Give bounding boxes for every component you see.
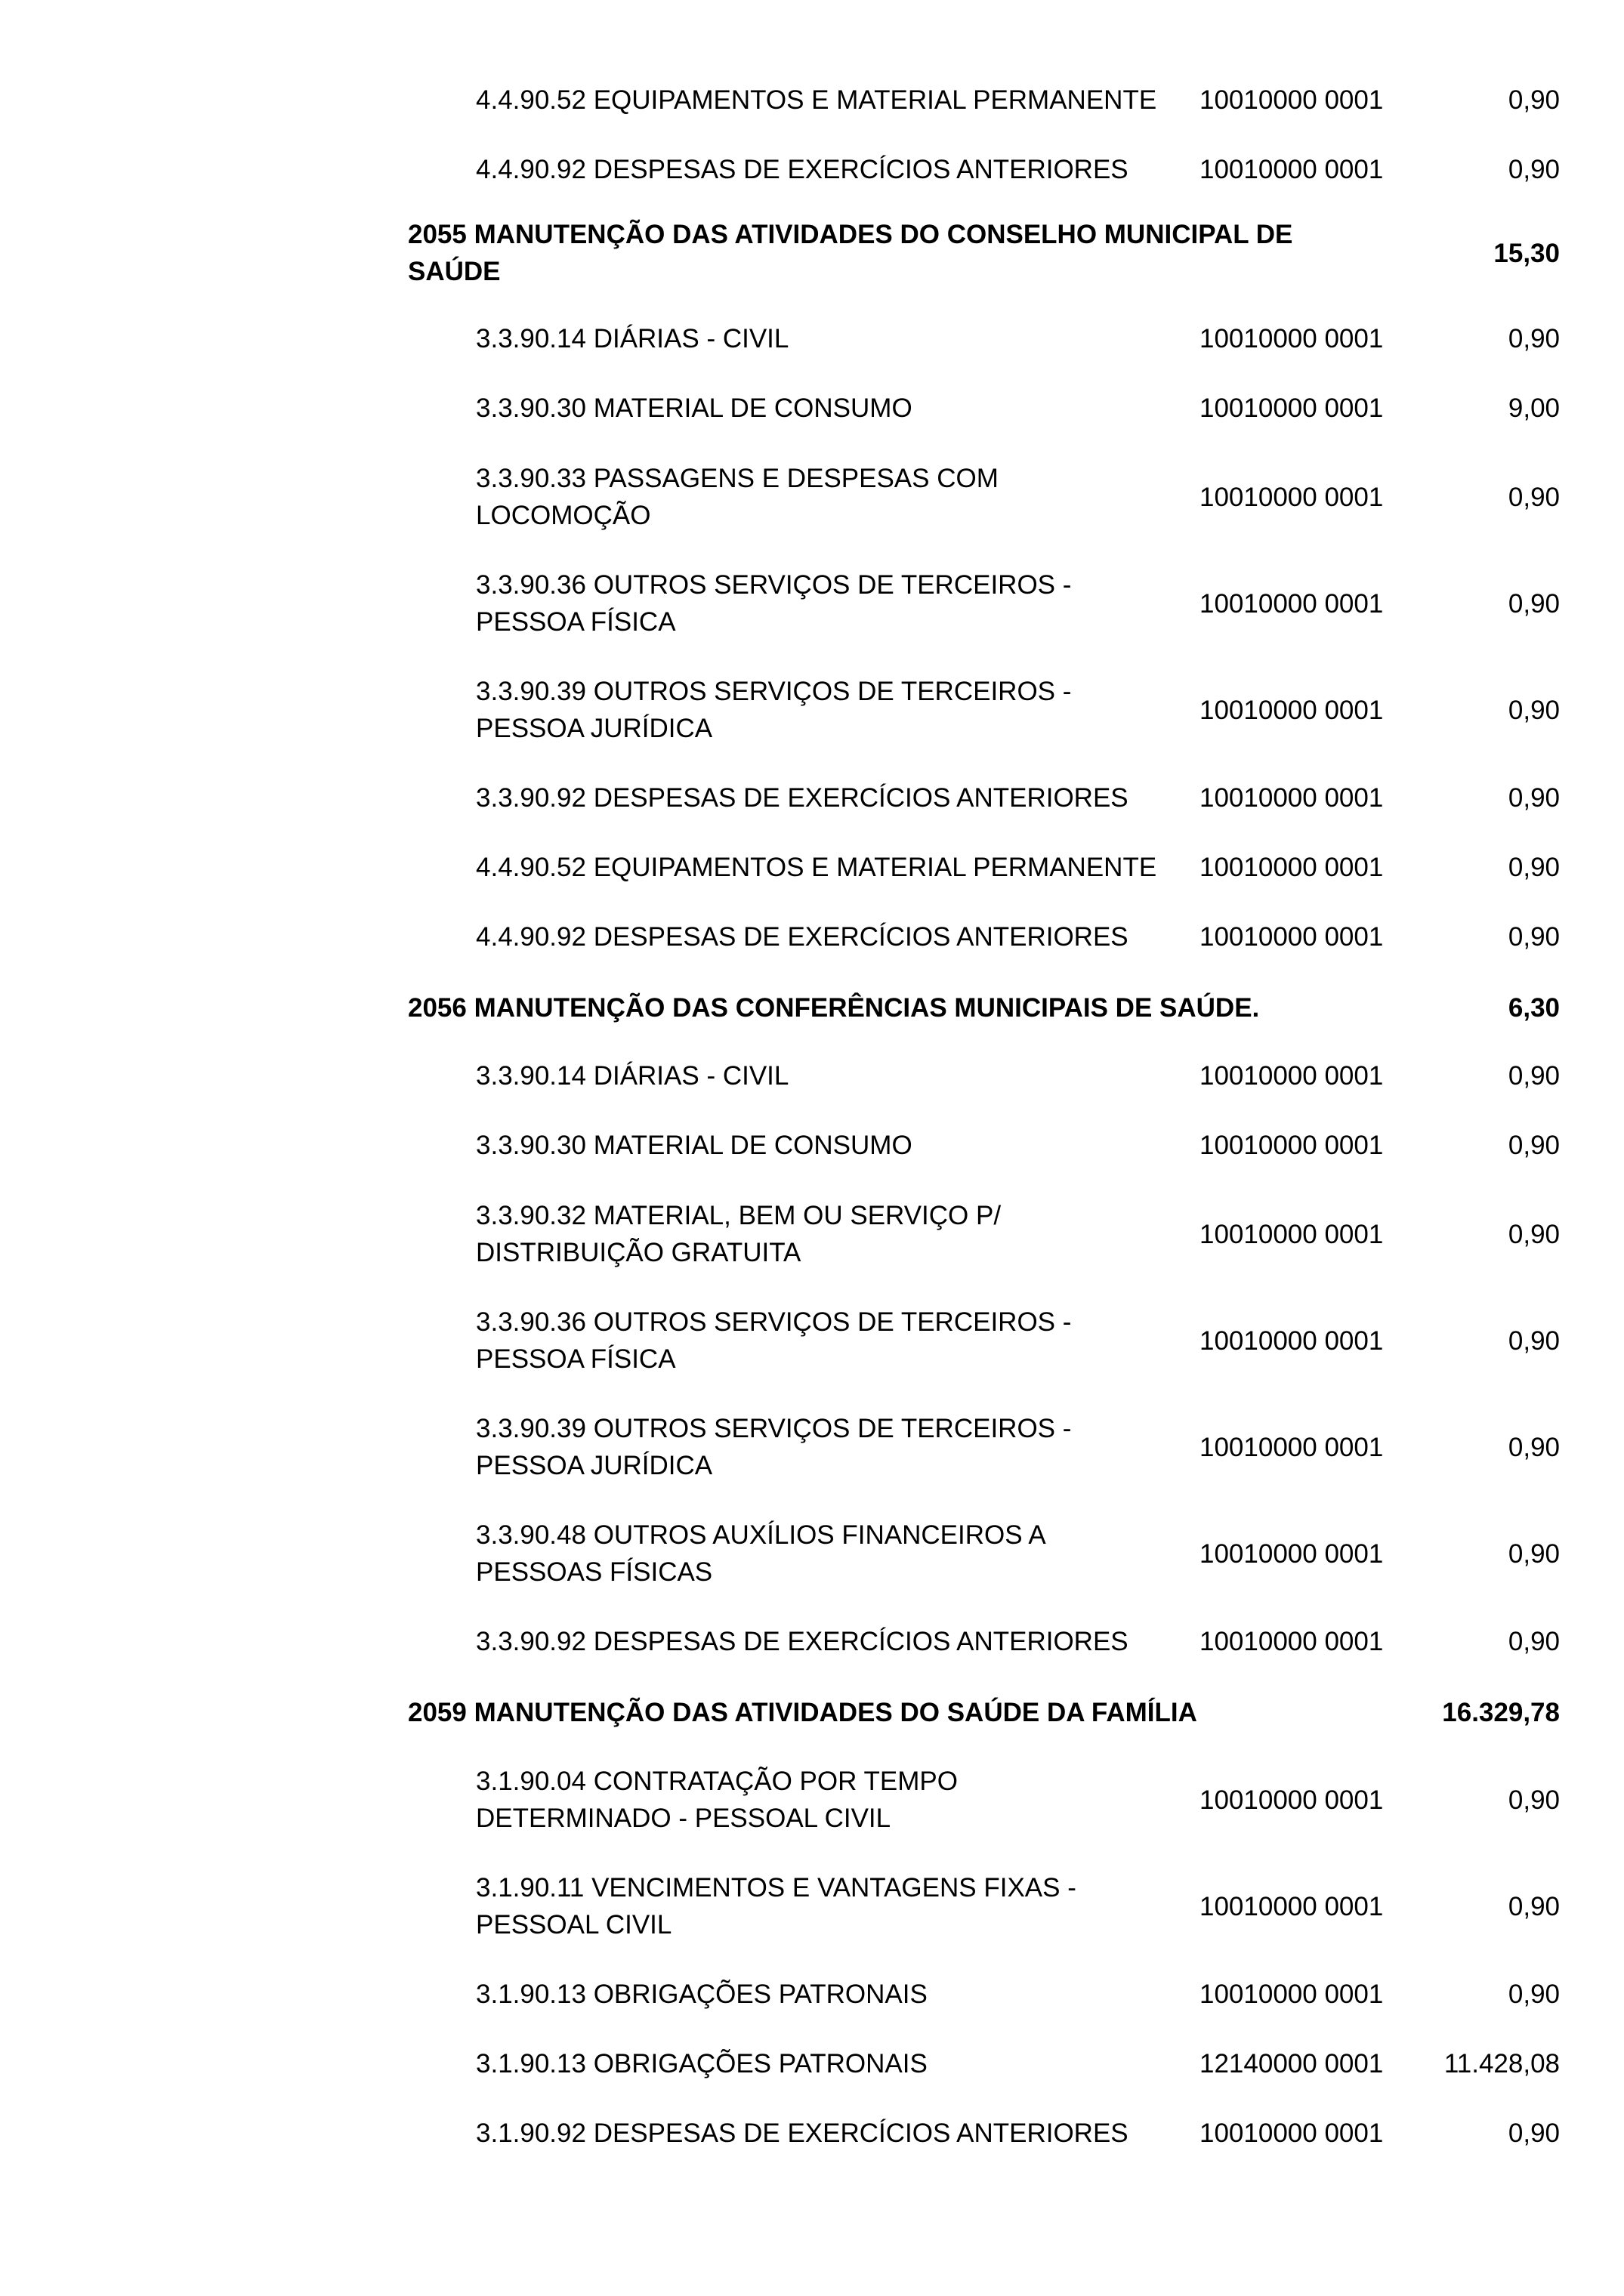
expense-source-code: 10010000 0001 bbox=[1199, 1785, 1384, 1815]
expense-description: 3.3.90.30 MATERIAL DE CONSUMO bbox=[476, 393, 912, 423]
expense-source-code: 10010000 0001 bbox=[1199, 1892, 1384, 1921]
expense-value: 0,90 bbox=[1508, 85, 1560, 115]
expense-value: 0,90 bbox=[1508, 696, 1560, 725]
expense-description: 3.1.90.04 CONTRATAÇÃO POR TEMPO DETERMINADO - PESSOAL CIVIL bbox=[476, 1767, 958, 1833]
expense-source-code: 10010000 0001 bbox=[1199, 922, 1384, 952]
expense-value: 0,90 bbox=[1508, 853, 1560, 882]
expense-value: 0,90 bbox=[1508, 1433, 1560, 1462]
expense-source-code: 10010000 0001 bbox=[1199, 853, 1384, 882]
expense-value: 0,90 bbox=[1508, 1892, 1560, 1921]
expense-source-code: 12140000 0001 bbox=[1199, 2049, 1384, 2078]
expense-value: 0,90 bbox=[1508, 1220, 1560, 1249]
expense-description: 3.1.90.11 VENCIMENTOS E VANTAGENS FIXAS - PESSOAL CIVIL bbox=[476, 1873, 1076, 1940]
expense-source-code: 10010000 0001 bbox=[1199, 85, 1384, 115]
group-title: 2056 MANUTENÇÃO DAS CONFERÊNCIAS MUNICIPAIS DE SAÚDE. bbox=[408, 993, 1260, 1023]
expense-source-code: 10010000 0001 bbox=[1199, 155, 1384, 184]
expense-description: 3.3.90.92 DESPESAS DE EXERCÍCIOS ANTERIORES bbox=[476, 1627, 1128, 1656]
expense-description: 3.3.90.36 OUTROS SERVIÇOS DE TERCEIROS - PESSOA FÍSICA bbox=[476, 1307, 1072, 1374]
expense-value: 9,00 bbox=[1508, 393, 1560, 423]
expense-description: 3.3.90.92 DESPESAS DE EXERCÍCIOS ANTERIORES bbox=[476, 783, 1128, 813]
expense-description: 3.1.90.13 OBRIGAÇÕES PATRONAIS bbox=[476, 2049, 928, 2078]
expense-description: 3.3.90.39 OUTROS SERVIÇOS DE TERCEIROS - PESSOA JURÍDICA bbox=[476, 1414, 1072, 1480]
expense-source-code: 10010000 0001 bbox=[1199, 589, 1384, 619]
expense-description: 4.4.90.92 DESPESAS DE EXERCÍCIOS ANTERIORES bbox=[476, 155, 1128, 184]
expense-value: 0,90 bbox=[1508, 922, 1560, 952]
expense-description: 3.1.90.13 OBRIGAÇÕES PATRONAIS bbox=[476, 1980, 928, 2009]
expense-source-code: 10010000 0001 bbox=[1199, 1539, 1384, 1569]
expense-value: 0,90 bbox=[1508, 1131, 1560, 1160]
expense-description: 4.4.90.52 EQUIPAMENTOS E MATERIAL PERMANENTE bbox=[476, 85, 1157, 115]
expense-description: 4.4.90.92 DESPESAS DE EXERCÍCIOS ANTERIORES bbox=[476, 922, 1128, 952]
expense-description: 3.3.90.48 OUTROS AUXÍLIOS FINANCEIROS A PESSOAS FÍSICAS bbox=[476, 1520, 1046, 1587]
expense-value: 0,90 bbox=[1508, 1627, 1560, 1656]
expense-value: 0,90 bbox=[1508, 1539, 1560, 1569]
expense-description: 3.3.90.14 DIÁRIAS - CIVIL bbox=[476, 1061, 789, 1091]
expense-value: 0,90 bbox=[1508, 155, 1560, 184]
expense-description: 3.3.90.14 DIÁRIAS - CIVIL bbox=[476, 324, 789, 353]
group-total: 6,30 bbox=[1508, 993, 1560, 1023]
expense-value: 0,90 bbox=[1508, 324, 1560, 353]
expense-source-code: 10010000 0001 bbox=[1199, 783, 1384, 813]
expense-description: 3.3.90.30 MATERIAL DE CONSUMO bbox=[476, 1131, 912, 1160]
expense-description: 4.4.90.52 EQUIPAMENTOS E MATERIAL PERMANENTE bbox=[476, 853, 1157, 882]
group-total: 16.329,78 bbox=[1442, 1698, 1560, 1727]
group-total: 15,30 bbox=[1493, 239, 1560, 268]
group-title: 2059 MANUTENÇÃO DAS ATIVIDADES DO SAÚDE DA FAMÍLIA bbox=[408, 1698, 1197, 1727]
expense-value: 0,90 bbox=[1508, 2119, 1560, 2148]
expense-source-code: 10010000 0001 bbox=[1199, 1980, 1384, 2009]
expense-source-code: 10010000 0001 bbox=[1199, 1627, 1384, 1656]
expense-description: 3.3.90.36 OUTROS SERVIÇOS DE TERCEIROS - PESSOA FÍSICA bbox=[476, 570, 1072, 637]
expense-value: 0,90 bbox=[1508, 1785, 1560, 1815]
expense-value: 0,90 bbox=[1508, 1980, 1560, 2009]
expense-value: 0,90 bbox=[1508, 1326, 1560, 1356]
expense-value: 0,90 bbox=[1508, 589, 1560, 619]
expense-description: 3.3.90.32 MATERIAL, BEM OU SERVIÇO P/ DISTRIBUIÇÃO GRATUITA bbox=[476, 1201, 1002, 1267]
expense-source-code: 10010000 0001 bbox=[1199, 1220, 1384, 1249]
expense-description: 3.3.90.39 OUTROS SERVIÇOS DE TERCEIROS - PESSOA JURÍDICA bbox=[476, 677, 1072, 743]
expense-description: 3.3.90.33 PASSAGENS E DESPESAS COM LOCOMOÇÃO bbox=[476, 464, 999, 530]
expense-value: 11.428,08 bbox=[1443, 2049, 1560, 2078]
expense-source-code: 10010000 0001 bbox=[1199, 2119, 1384, 2148]
expense-source-code: 10010000 0001 bbox=[1199, 393, 1384, 423]
expense-source-code: 10010000 0001 bbox=[1199, 1061, 1384, 1091]
expense-value: 0,90 bbox=[1508, 783, 1560, 813]
expense-value: 0,90 bbox=[1508, 483, 1560, 512]
expense-source-code: 10010000 0001 bbox=[1199, 696, 1384, 725]
expense-source-code: 10010000 0001 bbox=[1199, 1326, 1384, 1356]
expense-description: 3.1.90.92 DESPESAS DE EXERCÍCIOS ANTERIORES bbox=[476, 2119, 1128, 2148]
expense-source-code: 10010000 0001 bbox=[1199, 483, 1384, 512]
group-title: 2055 MANUTENÇÃO DAS ATIVIDADES DO CONSELHO MUNICIPAL DE SAÚDE bbox=[408, 220, 1293, 286]
expense-source-code: 10010000 0001 bbox=[1199, 324, 1384, 353]
expense-source-code: 10010000 0001 bbox=[1199, 1433, 1384, 1462]
expense-value: 0,90 bbox=[1508, 1061, 1560, 1091]
expense-source-code: 10010000 0001 bbox=[1199, 1131, 1384, 1160]
